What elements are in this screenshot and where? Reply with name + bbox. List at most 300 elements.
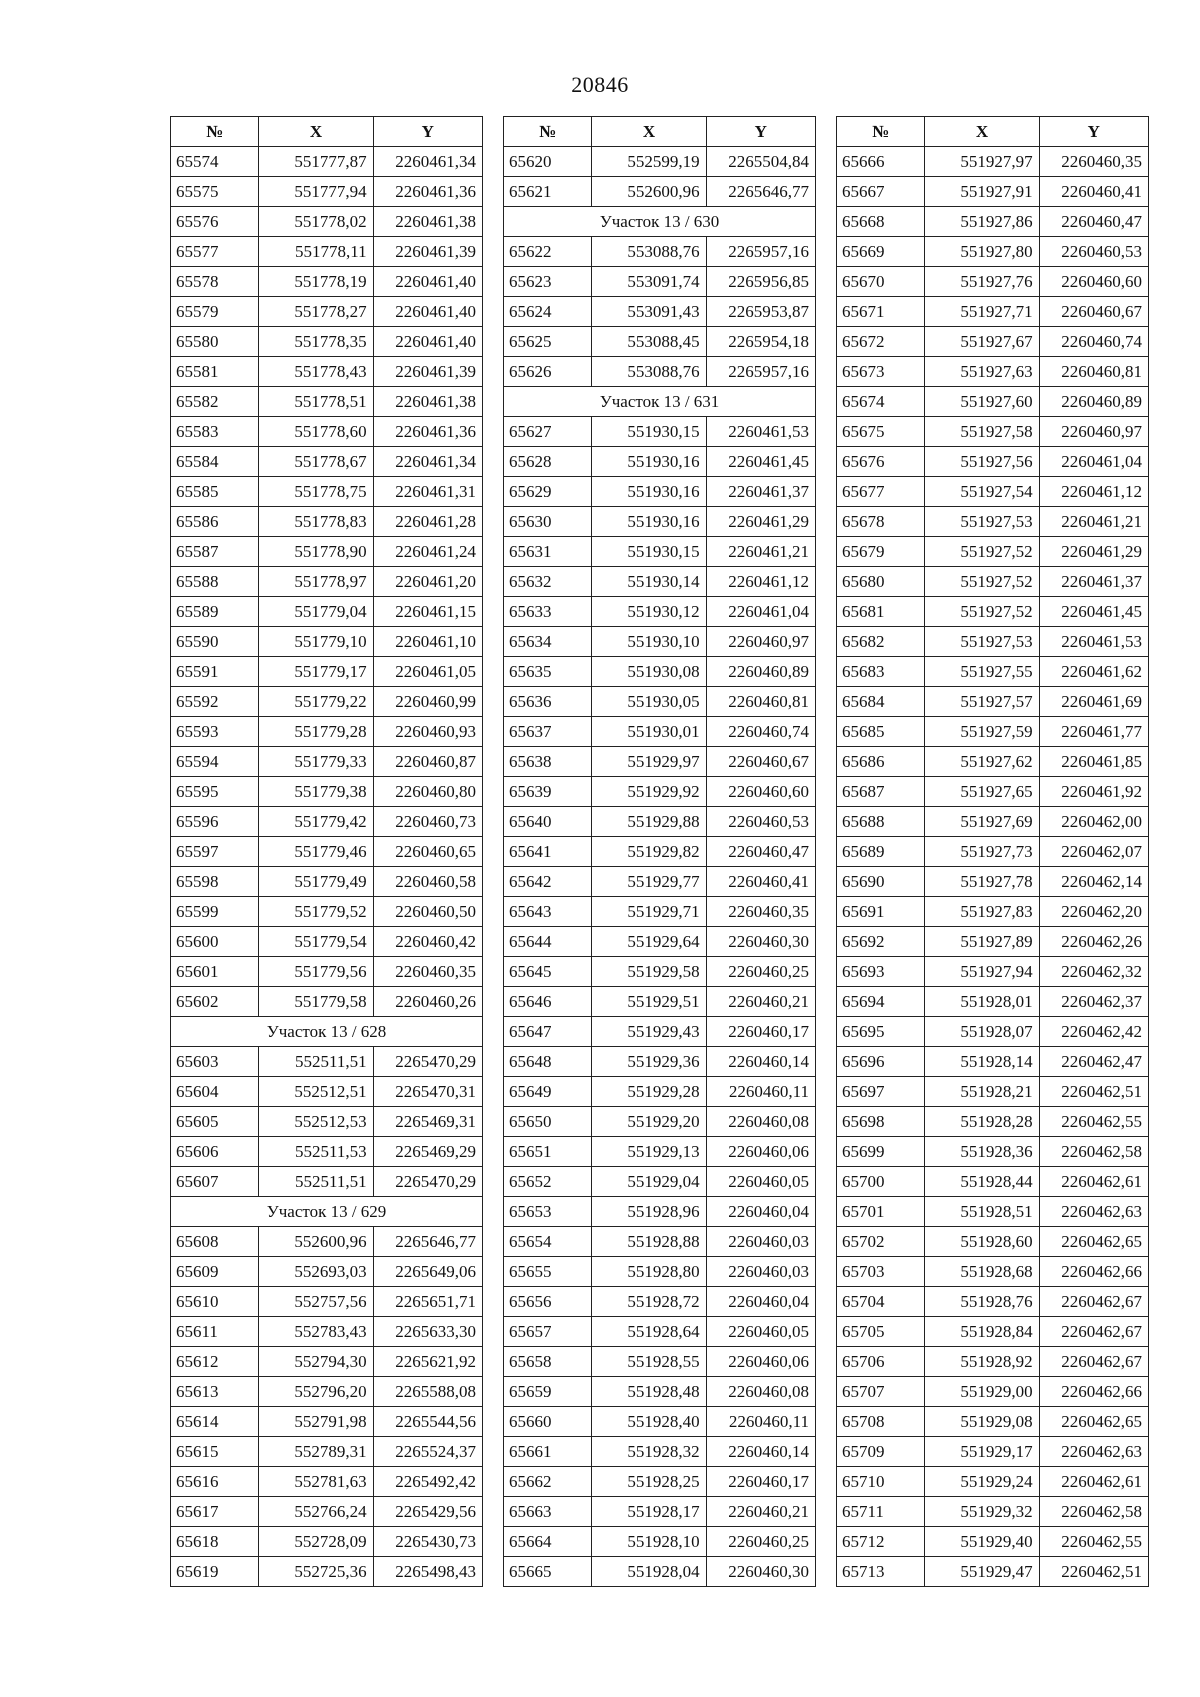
table-row xyxy=(504,297,816,327)
y-coordinate-cell: 2260461,29 xyxy=(706,507,815,537)
table-row xyxy=(171,807,483,837)
point-number-cell: 65712 xyxy=(837,1527,925,1557)
x-coordinate-cell: 551778,35 xyxy=(259,327,373,357)
x-coordinate-cell: 551778,60 xyxy=(259,417,373,447)
y-coordinate-cell: 2265469,31 xyxy=(373,1107,482,1137)
point-number-cell: 65619 xyxy=(171,1557,259,1587)
table-row xyxy=(837,1047,1149,1077)
table-row xyxy=(837,1137,1149,1167)
table-header-row xyxy=(504,117,816,147)
y-coordinate-cell: 2260462,63 xyxy=(1039,1197,1148,1227)
point-number-cell: 65597 xyxy=(171,837,259,867)
table-row xyxy=(837,267,1149,297)
x-coordinate-cell: 551930,05 xyxy=(592,687,706,717)
coordinates-table-left xyxy=(170,116,483,1587)
point-number-cell: 65668 xyxy=(837,207,925,237)
x-coordinate-cell: 551777,94 xyxy=(259,177,373,207)
y-coordinate-cell: 2265470,29 xyxy=(373,1047,482,1077)
point-number-cell: 65685 xyxy=(837,717,925,747)
table-row xyxy=(171,597,483,627)
table-row xyxy=(837,1557,1149,1587)
x-coordinate-cell: 552512,53 xyxy=(259,1107,373,1137)
table-row xyxy=(837,1257,1149,1287)
x-coordinate-cell: 551927,86 xyxy=(925,207,1039,237)
point-number-cell: 65591 xyxy=(171,657,259,687)
x-coordinate-cell: 551927,76 xyxy=(925,267,1039,297)
point-number-cell: 65681 xyxy=(837,597,925,627)
x-coordinate-cell: 551928,60 xyxy=(925,1227,1039,1257)
table-row xyxy=(837,297,1149,327)
x-coordinate-cell: 551928,25 xyxy=(592,1467,706,1497)
y-coordinate-cell: 2260462,51 xyxy=(1039,1557,1148,1587)
header-x: X xyxy=(592,117,706,147)
y-coordinate-cell: 2260461,39 xyxy=(373,237,482,267)
point-number-cell: 65664 xyxy=(504,1527,592,1557)
table-row xyxy=(837,627,1149,657)
point-number-cell: 65678 xyxy=(837,507,925,537)
y-coordinate-cell: 2260460,42 xyxy=(373,927,482,957)
section-title: Участок 13 / 629 xyxy=(171,1197,483,1227)
y-coordinate-cell: 2260462,63 xyxy=(1039,1437,1148,1467)
x-coordinate-cell: 551928,84 xyxy=(925,1317,1039,1347)
point-number-cell: 65679 xyxy=(837,537,925,567)
point-number-cell: 65705 xyxy=(837,1317,925,1347)
table-row xyxy=(504,747,816,777)
table-row xyxy=(171,267,483,297)
y-coordinate-cell: 2260460,17 xyxy=(706,1467,815,1497)
x-coordinate-cell: 551930,14 xyxy=(592,567,706,597)
table-row xyxy=(504,237,816,267)
y-coordinate-cell: 2260460,74 xyxy=(1039,327,1148,357)
x-coordinate-cell: 552511,51 xyxy=(259,1047,373,1077)
y-coordinate-cell: 2260461,34 xyxy=(373,147,482,177)
table-row xyxy=(837,687,1149,717)
table-row xyxy=(504,447,816,477)
point-number-cell: 65698 xyxy=(837,1107,925,1137)
x-coordinate-cell: 551778,02 xyxy=(259,207,373,237)
x-coordinate-cell: 552725,36 xyxy=(259,1557,373,1587)
point-number-cell: 65694 xyxy=(837,987,925,1017)
y-coordinate-cell: 2260461,28 xyxy=(373,507,482,537)
table-row xyxy=(171,1287,483,1317)
y-coordinate-cell: 2260460,35 xyxy=(373,957,482,987)
x-coordinate-cell: 551928,88 xyxy=(592,1227,706,1257)
table-row xyxy=(504,657,816,687)
y-coordinate-cell: 2260460,35 xyxy=(706,897,815,927)
y-coordinate-cell: 2260461,37 xyxy=(1039,567,1148,597)
y-coordinate-cell: 2260462,65 xyxy=(1039,1227,1148,1257)
point-number-cell: 65638 xyxy=(504,747,592,777)
point-number-cell: 65651 xyxy=(504,1137,592,1167)
y-coordinate-cell: 2260462,67 xyxy=(1039,1317,1148,1347)
x-coordinate-cell: 551927,52 xyxy=(925,597,1039,627)
table-row xyxy=(837,1227,1149,1257)
point-number-cell: 65574 xyxy=(171,147,259,177)
y-coordinate-cell: 2260460,04 xyxy=(706,1287,815,1317)
point-number-cell: 65646 xyxy=(504,987,592,1017)
point-number-cell: 65604 xyxy=(171,1077,259,1107)
x-coordinate-cell: 551928,36 xyxy=(925,1137,1039,1167)
x-coordinate-cell: 552600,96 xyxy=(259,1227,373,1257)
y-coordinate-cell: 2260462,32 xyxy=(1039,957,1148,987)
table-row xyxy=(837,237,1149,267)
x-coordinate-cell: 551928,76 xyxy=(925,1287,1039,1317)
point-number-cell: 65620 xyxy=(504,147,592,177)
point-number-cell: 65656 xyxy=(504,1287,592,1317)
y-coordinate-cell: 2260461,53 xyxy=(706,417,815,447)
table-row xyxy=(837,987,1149,1017)
point-number-cell: 65642 xyxy=(504,867,592,897)
x-coordinate-cell: 551929,17 xyxy=(925,1437,1039,1467)
table-row xyxy=(171,207,483,237)
x-coordinate-cell: 551930,16 xyxy=(592,447,706,477)
table-row xyxy=(171,1077,483,1107)
table-row xyxy=(171,387,483,417)
point-number-cell: 65702 xyxy=(837,1227,925,1257)
point-number-cell: 65645 xyxy=(504,957,592,987)
x-coordinate-cell: 551927,62 xyxy=(925,747,1039,777)
section-title: Участок 13 / 630 xyxy=(504,207,816,237)
x-coordinate-cell: 551928,01 xyxy=(925,987,1039,1017)
x-coordinate-cell: 551927,97 xyxy=(925,147,1039,177)
x-coordinate-cell: 551929,40 xyxy=(925,1527,1039,1557)
table-row xyxy=(171,1467,483,1497)
table-row xyxy=(171,1527,483,1557)
point-number-cell: 65701 xyxy=(837,1197,925,1227)
table-row xyxy=(837,447,1149,477)
table-row xyxy=(504,477,816,507)
x-coordinate-cell: 551929,43 xyxy=(592,1017,706,1047)
table-row xyxy=(171,897,483,927)
y-coordinate-cell: 2260461,77 xyxy=(1039,717,1148,747)
y-coordinate-cell: 2265498,43 xyxy=(373,1557,482,1587)
x-coordinate-cell: 552791,98 xyxy=(259,1407,373,1437)
point-number-cell: 65672 xyxy=(837,327,925,357)
x-coordinate-cell: 551929,13 xyxy=(592,1137,706,1167)
x-coordinate-cell: 551929,47 xyxy=(925,1557,1039,1587)
y-coordinate-cell: 2260460,97 xyxy=(1039,417,1148,447)
table-row xyxy=(837,597,1149,627)
y-coordinate-cell: 2260462,65 xyxy=(1039,1407,1148,1437)
x-coordinate-cell: 553088,76 xyxy=(592,357,706,387)
table-row xyxy=(837,147,1149,177)
y-coordinate-cell: 2260461,21 xyxy=(1039,507,1148,537)
x-coordinate-cell: 551927,73 xyxy=(925,837,1039,867)
table-row xyxy=(837,567,1149,597)
x-coordinate-cell: 551930,08 xyxy=(592,657,706,687)
point-number-cell: 65692 xyxy=(837,927,925,957)
table-row xyxy=(837,897,1149,927)
table-row xyxy=(504,897,816,927)
point-number-cell: 65632 xyxy=(504,567,592,597)
table-row xyxy=(171,1497,483,1527)
x-coordinate-cell: 551778,51 xyxy=(259,387,373,417)
x-coordinate-cell: 551928,64 xyxy=(592,1317,706,1347)
y-coordinate-cell: 2260461,15 xyxy=(373,597,482,627)
x-coordinate-cell: 551929,71 xyxy=(592,897,706,927)
y-coordinate-cell: 2260460,14 xyxy=(706,1437,815,1467)
x-coordinate-cell: 551929,92 xyxy=(592,777,706,807)
x-coordinate-cell: 551930,12 xyxy=(592,597,706,627)
x-coordinate-cell: 551779,54 xyxy=(259,927,373,957)
point-number-cell: 65660 xyxy=(504,1407,592,1437)
point-number-cell: 65577 xyxy=(171,237,259,267)
point-number-cell: 65614 xyxy=(171,1407,259,1437)
point-number-cell: 65611 xyxy=(171,1317,259,1347)
point-number-cell: 65693 xyxy=(837,957,925,987)
y-coordinate-cell: 2260461,24 xyxy=(373,537,482,567)
point-number-cell: 65588 xyxy=(171,567,259,597)
table-row xyxy=(504,717,816,747)
y-coordinate-cell: 2260461,04 xyxy=(1039,447,1148,477)
point-number-cell: 65652 xyxy=(504,1167,592,1197)
x-coordinate-cell: 551779,04 xyxy=(259,597,373,627)
table-row xyxy=(171,627,483,657)
point-number-cell: 65696 xyxy=(837,1047,925,1077)
x-coordinate-cell: 551927,80 xyxy=(925,237,1039,267)
x-coordinate-cell: 551927,55 xyxy=(925,657,1039,687)
point-number-cell: 65704 xyxy=(837,1287,925,1317)
y-coordinate-cell: 2265504,84 xyxy=(706,147,815,177)
table-row xyxy=(171,687,483,717)
point-number-cell: 65684 xyxy=(837,687,925,717)
y-coordinate-cell: 2260460,50 xyxy=(373,897,482,927)
y-coordinate-cell: 2260462,67 xyxy=(1039,1287,1148,1317)
y-coordinate-cell: 2260462,67 xyxy=(1039,1347,1148,1377)
y-coordinate-cell: 2260461,12 xyxy=(1039,477,1148,507)
table-row xyxy=(171,1317,483,1347)
y-coordinate-cell: 2265954,18 xyxy=(706,327,815,357)
table-row xyxy=(837,1377,1149,1407)
y-coordinate-cell: 2265957,16 xyxy=(706,357,815,387)
point-number-cell: 65615 xyxy=(171,1437,259,1467)
table-header-row xyxy=(171,117,483,147)
y-coordinate-cell: 2260460,26 xyxy=(373,987,482,1017)
x-coordinate-cell: 551779,38 xyxy=(259,777,373,807)
x-coordinate-cell: 551927,69 xyxy=(925,807,1039,837)
table-row xyxy=(837,1437,1149,1467)
point-number-cell: 65578 xyxy=(171,267,259,297)
table-row xyxy=(504,1317,816,1347)
point-number-cell: 65635 xyxy=(504,657,592,687)
y-coordinate-cell: 2260462,55 xyxy=(1039,1527,1148,1557)
point-number-cell: 65622 xyxy=(504,237,592,267)
point-number-cell: 65699 xyxy=(837,1137,925,1167)
x-coordinate-cell: 552757,56 xyxy=(259,1287,373,1317)
point-number-cell: 65682 xyxy=(837,627,925,657)
x-coordinate-cell: 551778,11 xyxy=(259,237,373,267)
table-row xyxy=(171,1167,483,1197)
table-row xyxy=(837,537,1149,567)
table-row xyxy=(837,807,1149,837)
table-row xyxy=(171,177,483,207)
point-number-cell: 65676 xyxy=(837,447,925,477)
x-coordinate-cell: 551778,97 xyxy=(259,567,373,597)
table-row xyxy=(837,927,1149,957)
table-row xyxy=(504,1467,816,1497)
point-number-cell: 65675 xyxy=(837,417,925,447)
y-coordinate-cell: 2260461,21 xyxy=(706,537,815,567)
point-number-cell: 65608 xyxy=(171,1227,259,1257)
x-coordinate-cell: 551929,04 xyxy=(592,1167,706,1197)
point-number-cell: 65653 xyxy=(504,1197,592,1227)
table-row xyxy=(837,717,1149,747)
table-row xyxy=(171,717,483,747)
point-number-cell: 65634 xyxy=(504,627,592,657)
y-coordinate-cell: 2260462,47 xyxy=(1039,1047,1148,1077)
x-coordinate-cell: 551928,68 xyxy=(925,1257,1039,1287)
y-coordinate-cell: 2260460,11 xyxy=(706,1077,815,1107)
table-row xyxy=(837,477,1149,507)
x-coordinate-cell: 552600,96 xyxy=(592,177,706,207)
table-row xyxy=(504,507,816,537)
point-number-cell: 65618 xyxy=(171,1527,259,1557)
x-coordinate-cell: 552693,03 xyxy=(259,1257,373,1287)
y-coordinate-cell: 2265470,29 xyxy=(373,1167,482,1197)
x-coordinate-cell: 551779,52 xyxy=(259,897,373,927)
x-coordinate-cell: 553091,43 xyxy=(592,297,706,327)
y-coordinate-cell: 2265651,71 xyxy=(373,1287,482,1317)
y-coordinate-cell: 2260461,29 xyxy=(1039,537,1148,567)
table-row xyxy=(171,507,483,537)
y-coordinate-cell: 2260461,05 xyxy=(373,657,482,687)
x-coordinate-cell: 551930,10 xyxy=(592,627,706,657)
point-number-cell: 65576 xyxy=(171,207,259,237)
x-coordinate-cell: 551930,15 xyxy=(592,417,706,447)
table-row xyxy=(504,1377,816,1407)
y-coordinate-cell: 2260461,12 xyxy=(706,567,815,597)
x-coordinate-cell: 551928,44 xyxy=(925,1167,1039,1197)
point-number-cell: 65583 xyxy=(171,417,259,447)
header-y: Y xyxy=(706,117,815,147)
point-number-cell: 65703 xyxy=(837,1257,925,1287)
y-coordinate-cell: 2260460,81 xyxy=(1039,357,1148,387)
y-coordinate-cell: 2260460,14 xyxy=(706,1047,815,1077)
y-coordinate-cell: 2260462,61 xyxy=(1039,1167,1148,1197)
x-coordinate-cell: 551927,58 xyxy=(925,417,1039,447)
y-coordinate-cell: 2260462,51 xyxy=(1039,1077,1148,1107)
y-coordinate-cell: 2260460,05 xyxy=(706,1317,815,1347)
x-coordinate-cell: 551929,88 xyxy=(592,807,706,837)
y-coordinate-cell: 2260460,53 xyxy=(1039,237,1148,267)
table-row xyxy=(504,1137,816,1167)
table-row xyxy=(171,447,483,477)
point-number-cell: 65598 xyxy=(171,867,259,897)
point-number-cell: 65641 xyxy=(504,837,592,867)
y-coordinate-cell: 2260461,37 xyxy=(706,477,815,507)
point-number-cell: 65633 xyxy=(504,597,592,627)
point-number-cell: 65603 xyxy=(171,1047,259,1077)
table-row xyxy=(837,177,1149,207)
x-coordinate-cell: 551928,14 xyxy=(925,1047,1039,1077)
point-number-cell: 65586 xyxy=(171,507,259,537)
point-number-cell: 65625 xyxy=(504,327,592,357)
y-coordinate-cell: 2260462,42 xyxy=(1039,1017,1148,1047)
table-row xyxy=(171,417,483,447)
x-coordinate-cell: 551929,20 xyxy=(592,1107,706,1137)
table-row xyxy=(171,837,483,867)
table-row xyxy=(837,207,1149,237)
y-coordinate-cell: 2260460,41 xyxy=(1039,177,1148,207)
x-coordinate-cell: 551927,71 xyxy=(925,297,1039,327)
y-coordinate-cell: 2260460,60 xyxy=(1039,267,1148,297)
y-coordinate-cell: 2265953,87 xyxy=(706,297,815,327)
table-row xyxy=(837,387,1149,417)
y-coordinate-cell: 2265646,77 xyxy=(373,1227,482,1257)
table-row xyxy=(837,1197,1149,1227)
y-coordinate-cell: 2265524,37 xyxy=(373,1437,482,1467)
table-row xyxy=(171,477,483,507)
table-row xyxy=(504,837,816,867)
point-number-cell: 65626 xyxy=(504,357,592,387)
point-number-cell: 65647 xyxy=(504,1017,592,1047)
table-row xyxy=(504,267,816,297)
point-number-cell: 65579 xyxy=(171,297,259,327)
x-coordinate-cell: 552511,53 xyxy=(259,1137,373,1167)
x-coordinate-cell: 551928,72 xyxy=(592,1287,706,1317)
section-row xyxy=(171,1017,483,1047)
y-coordinate-cell: 2260460,65 xyxy=(373,837,482,867)
x-coordinate-cell: 551929,36 xyxy=(592,1047,706,1077)
x-coordinate-cell: 551927,53 xyxy=(925,507,1039,537)
point-number-cell: 65658 xyxy=(504,1347,592,1377)
x-coordinate-cell: 551779,17 xyxy=(259,657,373,687)
y-coordinate-cell: 2260460,25 xyxy=(706,957,815,987)
coordinates-table-middle xyxy=(503,116,816,1587)
x-coordinate-cell: 552781,63 xyxy=(259,1467,373,1497)
table-row xyxy=(171,1347,483,1377)
table-row xyxy=(171,1377,483,1407)
x-coordinate-cell: 551927,89 xyxy=(925,927,1039,957)
y-coordinate-cell: 2260460,21 xyxy=(706,987,815,1017)
x-coordinate-cell: 551927,67 xyxy=(925,327,1039,357)
point-number-cell: 65599 xyxy=(171,897,259,927)
point-number-cell: 65654 xyxy=(504,1227,592,1257)
header-y: Y xyxy=(373,117,482,147)
table-row xyxy=(171,957,483,987)
table-row xyxy=(171,297,483,327)
table-row xyxy=(837,1407,1149,1437)
y-coordinate-cell: 2265956,85 xyxy=(706,267,815,297)
x-coordinate-cell: 551927,91 xyxy=(925,177,1039,207)
y-coordinate-cell: 2260460,06 xyxy=(706,1347,815,1377)
y-coordinate-cell: 2260460,67 xyxy=(1039,297,1148,327)
point-number-cell: 65691 xyxy=(837,897,925,927)
y-coordinate-cell: 2260461,31 xyxy=(373,477,482,507)
x-coordinate-cell: 551929,51 xyxy=(592,987,706,1017)
y-coordinate-cell: 2260460,03 xyxy=(706,1227,815,1257)
point-number-cell: 65624 xyxy=(504,297,592,327)
y-coordinate-cell: 2260462,61 xyxy=(1039,1467,1148,1497)
table-row xyxy=(504,1167,816,1197)
point-number-cell: 65648 xyxy=(504,1047,592,1077)
point-number-cell: 65666 xyxy=(837,147,925,177)
table-row xyxy=(504,687,816,717)
x-coordinate-cell: 551928,96 xyxy=(592,1197,706,1227)
x-coordinate-cell: 551779,33 xyxy=(259,747,373,777)
table-row xyxy=(504,927,816,957)
y-coordinate-cell: 2260460,93 xyxy=(373,717,482,747)
y-coordinate-cell: 2260460,06 xyxy=(706,1137,815,1167)
y-coordinate-cell: 2260461,40 xyxy=(373,297,482,327)
table-row xyxy=(504,1497,816,1527)
table-row xyxy=(504,147,816,177)
table-row xyxy=(171,147,483,177)
x-coordinate-cell: 551930,16 xyxy=(592,507,706,537)
table-row xyxy=(504,327,816,357)
table-row xyxy=(837,1527,1149,1557)
y-coordinate-cell: 2260461,04 xyxy=(706,597,815,627)
